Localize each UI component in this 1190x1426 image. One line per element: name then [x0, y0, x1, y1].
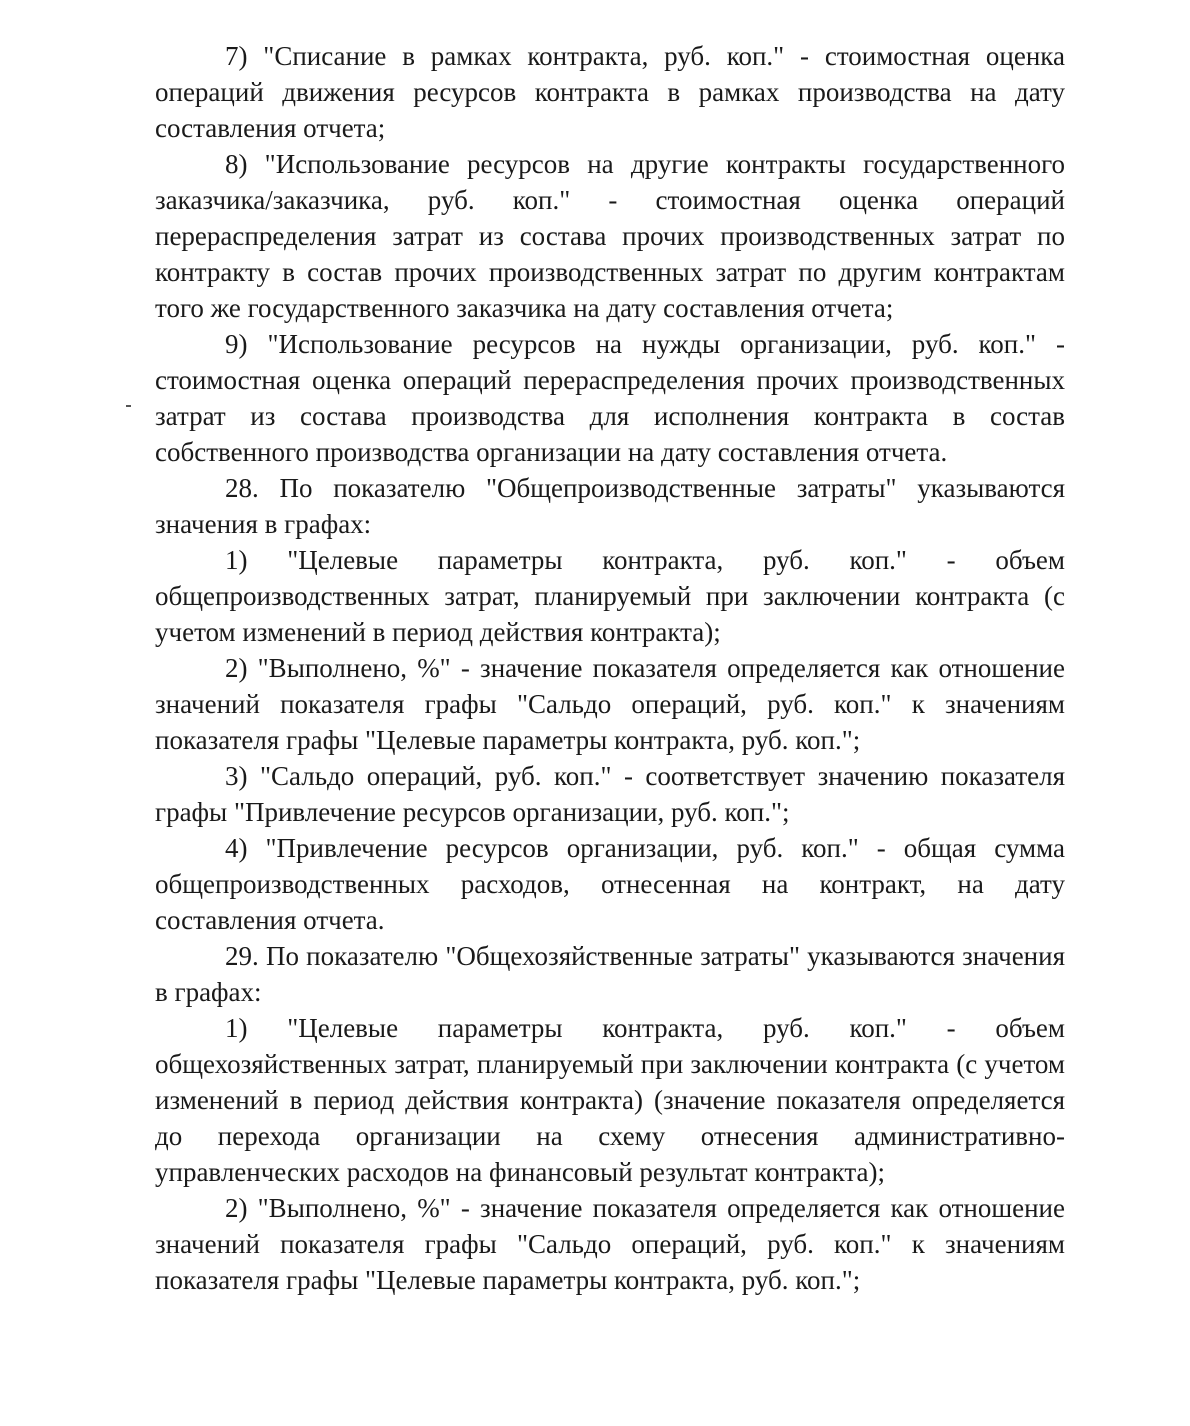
- paragraph-28-item-1-target-params: 1) "Целевые параметры контракта, руб. коп." - объем общепроизводственных затрат, планируемый при заключении контракта (с учетом изменений в период действия контракта);: [155, 545, 1065, 647]
- paragraph-item-8-other-contracts: 8) "Использование ресурсов на другие контракты государственного заказчика/заказчика, руб. коп." - стоимостная оценка операций перераспределения затрат из состава прочих производственных затрат по контракту в состав прочих производственных затрат по другим контрактам того же государственного заказчика на дату составления отчета;: [155, 149, 1065, 323]
- paragraph-28-item-3-balance: 3) "Сальдо операций, руб. коп." - соответствует значению показателя графы "Привлечение ресурсов организации, руб. коп.";: [155, 761, 1065, 827]
- scan-speck-mark: [126, 405, 131, 407]
- paragraph-section-28-heading: 28. По показателю "Общепроизводственные затраты" указываются значения в графах:: [155, 473, 1065, 539]
- document-body: [155, 38, 1065, 1298]
- paragraph-29-item-1-target-params: 1) "Целевые параметры контракта, руб. коп." - объем общехозяйственных затрат, планируемый при заключении контракта (с учетом изменений в период действия контракта) (значение показателя определяется до перехода организации на схему отнесения административно-управленческих расходов на финансовый результат контракта);: [155, 1013, 1065, 1187]
- paragraph-28-item-4-attracted-resources: 4) "Привлечение ресурсов организации, руб. коп." - общая сумма общепроизводственных расходов, отнесенная на контракт, на дату составления отчета.: [155, 833, 1065, 935]
- paragraph-section-29-heading: 29. По показателю "Общехозяйственные затраты" указываются значения в графах:: [155, 941, 1065, 1007]
- paragraph-item-7-write-off: 7) "Списание в рамках контракта, руб. коп." - стоимостная оценка операций движения ресурсов контракта в рамках производства на дату составления отчета;: [155, 41, 1065, 143]
- paragraph-item-9-organization-needs: 9) "Использование ресурсов на нужды организации, руб. коп." - стоимостная оценка операций перераспределения прочих производственных затрат из состава производства для исполнения контракта в состав собственного производства организации на дату составления отчета.: [155, 329, 1065, 467]
- paragraph-29-item-2-completed: 2) "Выполнено, %" - значение показателя определяется как отношение значений показателя графы "Сальдо операций, руб. коп." к значениям показателя графы "Целевые параметры контракта, руб. коп.";: [155, 1193, 1065, 1295]
- paragraph-28-item-2-completed: 2) "Выполнено, %" - значение показателя определяется как отношение значений показателя графы "Сальдо операций, руб. коп." к значениям показателя графы "Целевые параметры контракта, руб. коп.";: [155, 653, 1065, 755]
